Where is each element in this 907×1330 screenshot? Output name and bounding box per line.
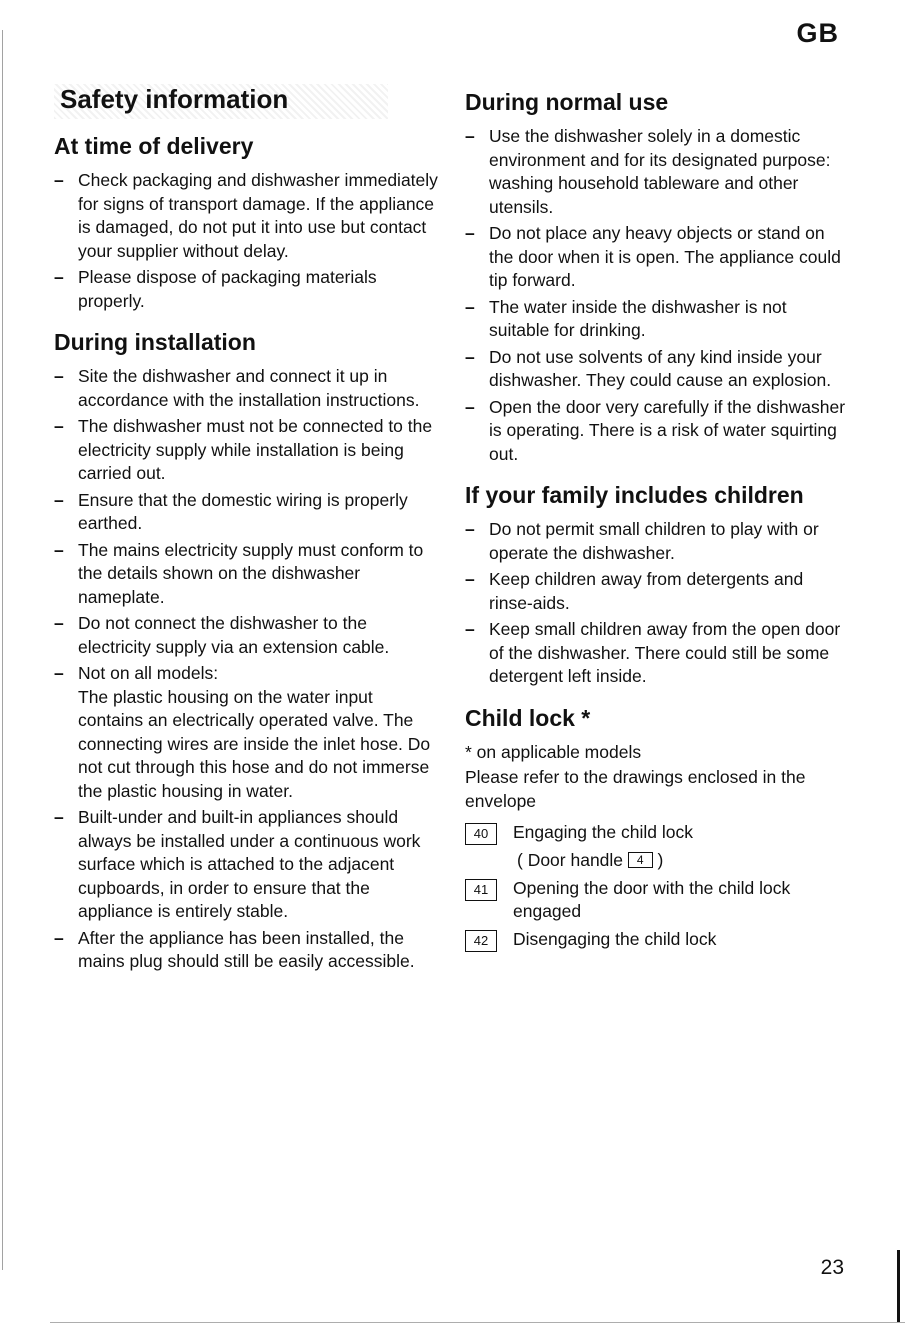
figure-number-box: 41 [465, 879, 497, 901]
figure-caption: Opening the door with the child lock engaged [513, 877, 791, 921]
list-item: – Built-under and built-in appliances should always be installed under a continuous work surface which is attached to the adjacent cupboards, in order to ensure that the appliance is entirely stable. [54, 807, 421, 921]
dash-bullet: – [54, 489, 64, 510]
list-item-note [54, 662, 439, 803]
list-item: – The mains electricity supply must conform to the details shown on the dishwasher nameplate. [54, 539, 424, 607]
heading-delivery: At time of delivery [54, 133, 254, 159]
list-item: – Keep children away from detergents and rinse-aids. [465, 569, 804, 613]
list-item: – Do not permit small children to play with or operate the dishwasher. [465, 519, 819, 563]
note-title: Not on all models: [78, 663, 219, 683]
dash-bullet: – [465, 346, 475, 367]
list-item: – Please dispose of packaging materials properly. [54, 267, 377, 311]
dash-bullet: – [54, 807, 64, 827]
dash-bullet: – [54, 539, 64, 560]
list-item: – Keep small children away from the open door of the dishwasher. There could still be some detergent left inside. [465, 619, 841, 686]
dash-bullet: – [54, 170, 64, 190]
dash-bullet: – [465, 569, 475, 589]
dash-bullet: – [54, 613, 64, 633]
right-column [465, 84, 850, 956]
dash-bullet: – [54, 927, 64, 948]
bottom-edge-line [50, 1322, 905, 1323]
list-item: – After the appliance has been installed, the mains plug should still be easily accessible. [54, 927, 415, 971]
figure-ref-row [465, 821, 850, 845]
figure-caption: Disengaging the child lock [513, 928, 717, 949]
figure-caption: Engaging the child lock [513, 822, 693, 842]
heading-children: If your family includes children [465, 482, 804, 508]
door-handle-note: ( Door handle 4 ) [517, 850, 664, 870]
heading-normal-use: During normal use [465, 89, 669, 115]
list-item: – Do not connect the dishwasher to the electricity supply via an extension cable. [54, 613, 390, 657]
note-text: The plastic housing on the water input contains an electrically operated valve. The connecting wires are inside the inlet hose. Do not cut through this hose and do not immerse the plastic housing in water. [78, 686, 431, 801]
dash-bullet: – [465, 296, 475, 317]
dash-bullet: – [54, 416, 64, 436]
figure-number-box: 40 [465, 823, 497, 845]
installation-list [54, 365, 439, 974]
page-edge-bar [897, 1250, 900, 1322]
figure-number-box: 42 [465, 930, 497, 952]
footnote: * on applicable models [465, 741, 642, 762]
list-item: – Ensure that the domestic wiring is properly earthed. [54, 489, 408, 533]
children-list [465, 518, 850, 689]
list-item: – The water inside the dishwasher is not suitable for drinking. [465, 296, 787, 340]
list-item: – Do not use solvents of any kind inside your dishwasher. They could cause an explosion. [465, 346, 832, 390]
normal-use-list [465, 125, 850, 466]
heading-installation: During installation [54, 329, 256, 355]
door-handle-number-box: 4 [628, 852, 653, 868]
dash-bullet: – [54, 267, 64, 287]
page-number: 23 [820, 1256, 844, 1279]
left-column [54, 84, 439, 988]
figure-ref-row [465, 877, 850, 924]
dash-bullet: – [465, 223, 475, 243]
list-item: – Do not place any heavy objects or stand on the door when it is open. The appliance could tip forward. [465, 223, 841, 290]
list-item: – Use the dishwasher solely in a domestic environment and for its designated purpose: washing household tableware and other utensils. [465, 126, 831, 217]
dash-bullet: – [465, 396, 475, 417]
heading-child-lock: Child lock * [465, 704, 591, 731]
dash-bullet: – [54, 366, 64, 386]
list-item: – Check packaging and dishwasher immediately for signs of transport damage. If the appliance is damaged, do not put it into use but contact your supplier without delay. [54, 170, 438, 261]
delivery-list [54, 169, 439, 313]
language-tag: GB [796, 18, 839, 48]
dash-bullet: – [465, 619, 475, 639]
dash-bullet: – [465, 126, 475, 146]
figure-ref-row [465, 928, 850, 952]
list-item: – Site the dishwasher and connect it up in accordance with the installation instructions. [54, 366, 420, 410]
dash-bullet: – [465, 519, 475, 539]
list-item: – Open the door very carefully if the dishwasher is operating. There is a risk of water squirting out. [465, 396, 846, 464]
list-item: – The dishwasher must not be connected to the electricity supply while installation is being carried out. [54, 416, 433, 483]
drawings-intro: Please refer to the drawings enclosed in the envelope [465, 767, 806, 811]
scan-edge-line [2, 30, 3, 1270]
section-banner: Safety information [54, 84, 388, 119]
dash-bullet: – [54, 663, 64, 683]
